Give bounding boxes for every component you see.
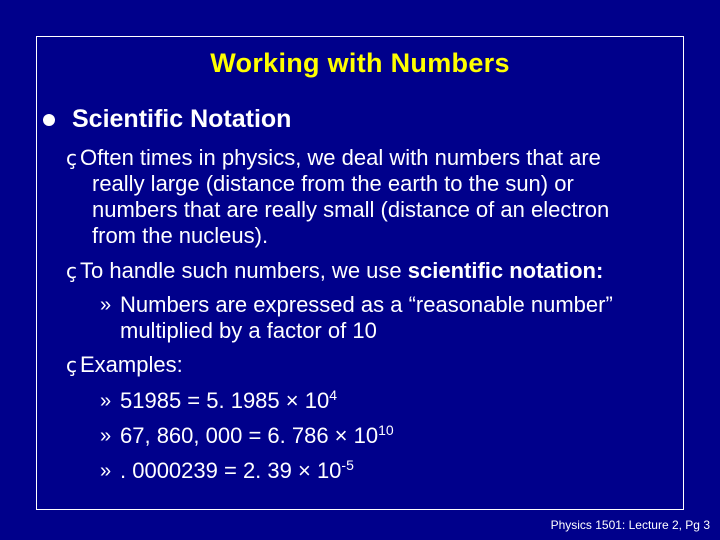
sub-bullet-icon: » (100, 460, 112, 482)
example-text: 51985 = 5. 1985 × 10 (120, 388, 330, 413)
exponent: 10 (378, 422, 394, 438)
paragraph-line: Examples: (80, 352, 183, 377)
paragraph-line: numbers that are really small (distance of an electron (92, 197, 610, 222)
sub-bullet-line: multiplied by a factor of 10 (120, 318, 377, 343)
exponent: -5 (341, 457, 354, 473)
arrow-bullet-icon: ç (66, 146, 77, 170)
paragraph-line: from the nucleus). (92, 223, 269, 248)
slide-footer: Physics 1501: Lecture 2, Pg 3 (550, 518, 710, 532)
slide-title: Working with Numbers (210, 48, 510, 78)
paragraph-line: really large (distance from the earth to the sun) or (92, 171, 574, 196)
arrow-bullet-icon: ç (66, 259, 77, 283)
example-text: . 0000239 = 2. 39 × 10 (120, 458, 342, 483)
example-text: 67, 860, 000 = 6. 786 × 10 (120, 423, 379, 448)
sub-bullet-line: Numbers are expressed as a “reasonable number” (120, 292, 613, 317)
exponent: 4 (329, 387, 337, 403)
emphasis-text: scientific notation: (407, 258, 604, 283)
paragraph-line: Often times in physics, we deal with numbers that are (80, 145, 601, 170)
sub-bullet-icon: » (100, 425, 112, 447)
arrow-bullet-icon: ç (66, 353, 77, 377)
example-line (120, 423, 394, 449)
section-heading: Scientific Notation (72, 105, 292, 133)
bullet-dot-icon (43, 114, 55, 126)
sub-bullet-icon: » (100, 390, 112, 412)
paragraph-line (80, 258, 603, 284)
paragraph-text: To handle such numbers, we use (80, 258, 408, 283)
example-line (120, 458, 354, 484)
example-line (120, 388, 337, 414)
sub-bullet-icon: » (100, 294, 112, 316)
